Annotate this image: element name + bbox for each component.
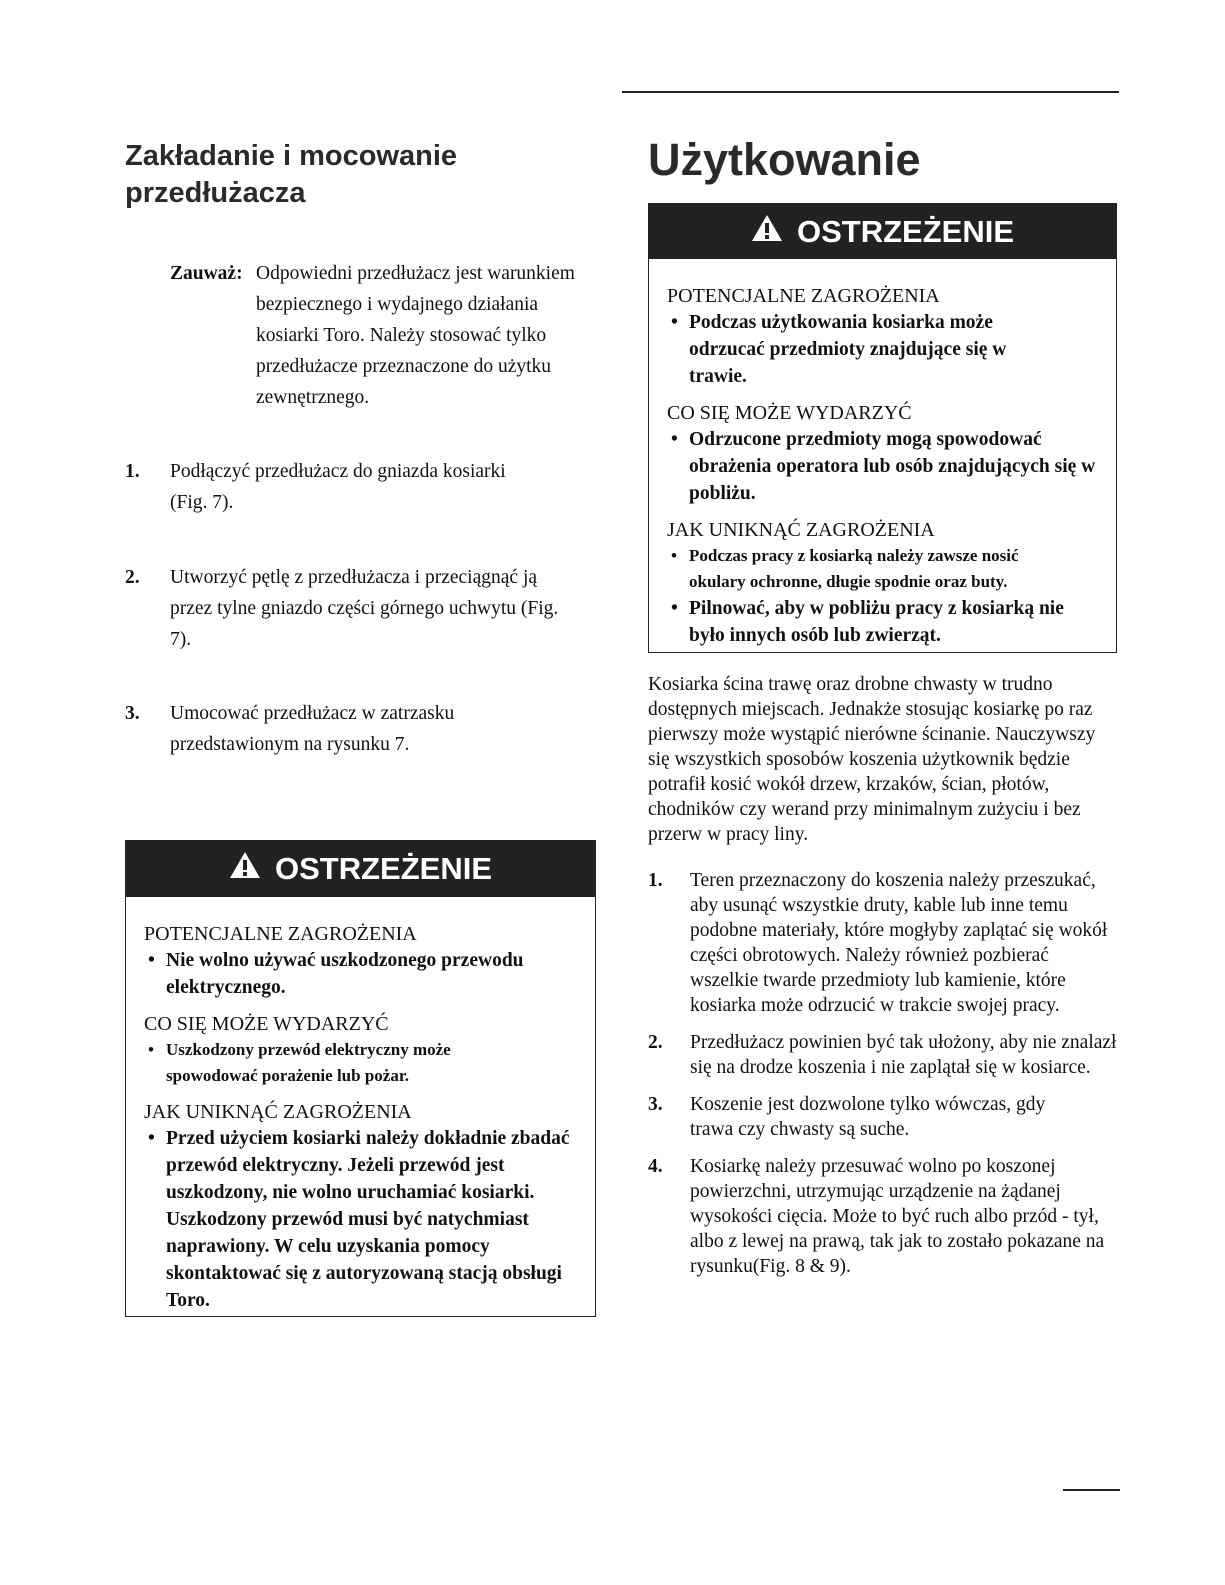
section-heading: Zakładanie i mocowanie przedłużacza bbox=[125, 140, 457, 209]
avoidance-bullet: • Przed użyciem kosiarki należy dokładnie zbadać przewód elektryczny. Jeżeli przewód jest uszkodzony, nie wolno uruchamiać kosiarki. Uszkodzony przewód musi być natychmiast naprawiony. W celu uzyskania pomocy skontaktować się z autoryzowaną stacją obsługi Toro. bbox=[144, 1125, 577, 1314]
step-text: Koszenie jest dozwolone tylko wówczas, gdy trawa czy chwasty są suche. bbox=[690, 1094, 1046, 1140]
step-text: Przedłużacz powinien być tak ułożony, aby nie znalazł się na drodze koszenia i nie zaplątał się w kosiarce. bbox=[690, 1032, 1117, 1078]
list-item bbox=[648, 868, 1120, 1018]
step-number: 3. bbox=[648, 1094, 663, 1115]
avoidance-heading: JAK UNIKNĄĆ ZAGROŻENIA bbox=[144, 1101, 412, 1123]
hazard-bullet: • Podczas użytkowania kosiarka może odrzucać przedmioty znajdujące się w trawie. bbox=[667, 309, 1047, 390]
list-item bbox=[648, 1092, 1120, 1142]
list-item bbox=[125, 456, 555, 518]
note bbox=[170, 258, 600, 413]
consequence-bullet: • Odrzucone przedmioty mogą spowodować obrażenia operatora lub osób znajdujących się w pobliżu. bbox=[667, 426, 1098, 507]
step-text: Teren przeznaczony do koszenia należy przeszukać, aby usunąć wszystkie druty, kable lub inne temu podobne materiały, które mogłyby zaplątać się wokół części obrotowych. Należy również pozbierać wszelkie twarde przedmioty lub kamienie, które kosiarka może odrzucić w trakcie swojej pracy. bbox=[690, 870, 1108, 1016]
warning-title: OSTRZEŻENIE bbox=[796, 213, 1014, 249]
step-text: Umocować przedłużacz w zatrzasku przedstawionym na rysunku 7. bbox=[170, 703, 455, 755]
step-number: 2. bbox=[125, 567, 140, 588]
hazard-heading: POTENCJALNE ZAGROŻENIA bbox=[144, 923, 417, 945]
page-title: Użytkowanie bbox=[648, 134, 921, 185]
step-text: Podłączyć przedłużacz do gniazda kosiarki (Fig. 7). bbox=[170, 461, 506, 513]
step-number: 1. bbox=[125, 461, 140, 482]
avoidance-bullet: • Podczas pracy z kosiarką należy zawsze nosić okulary ochronne, długie spodnie oraz buty. bbox=[667, 543, 1077, 595]
usage-steps bbox=[648, 856, 1120, 1279]
consequence-bullet: • Uszkodzony przewód elektryczny może spowodować porażenie lub pożar. bbox=[144, 1037, 514, 1089]
avoidance-bullet: • Pilnować, aby w pobliżu pracy z kosiarką nie było innych osób lub zwierząt. bbox=[667, 595, 1067, 649]
consequence-heading: CO SIĘ MOŻE WYDARZYĆ bbox=[144, 1013, 389, 1035]
step-number: 1. bbox=[648, 870, 663, 891]
hazard-heading: POTENCJALNE ZAGROŻENIA bbox=[667, 285, 940, 307]
warning-header bbox=[649, 204, 1116, 259]
step-number: 4. bbox=[648, 1156, 663, 1177]
list-item bbox=[648, 1030, 1120, 1080]
warning-header bbox=[126, 841, 595, 897]
step-text: Kosiarkę należy przesuwać wolno po koszonej powierzchni, utrzymując urządzenie na żądanej wysokości cięcia. Może to być ruch albo przód - tył, albo z lewej na prawą, tak jak to zostało pokazane na rysunku(Fig. 8 & 9). bbox=[690, 1156, 1105, 1277]
step-number: 2. bbox=[648, 1032, 663, 1053]
avoidance-heading: JAK UNIKNĄĆ ZAGROŻENIA bbox=[667, 519, 935, 541]
warning-triangle-icon bbox=[751, 214, 783, 250]
consequence-heading: CO SIĘ MOŻE WYDARZYĆ bbox=[667, 402, 912, 424]
step-number: 3. bbox=[125, 703, 140, 724]
warning-title: OSTRZEŻENIE bbox=[274, 851, 492, 886]
warning-triangle-icon bbox=[229, 851, 261, 887]
bottom-rule bbox=[1063, 1489, 1120, 1491]
list-item bbox=[125, 698, 555, 760]
note-text: Odpowiedni przedłużacz jest warunkiem bezpiecznego i wydajnego działania kosiarki Toro. Należy stosować tylko przedłużacze przeznaczone do użytku zewnętrznego. bbox=[256, 263, 575, 408]
warning-box bbox=[648, 203, 1117, 653]
intro-paragraph: Kosiarka ścina trawę oraz drobne chwasty w trudno dostępnych miejscach. Jednakże stosując kosiarkę po raz pierwszy może wystąpić nierówne ścinanie. Nauczywszy się wszystkich sposobów koszenia użytkownik będzie potrafił kosić wokół drzew, krzaków, ścian, płotów, chodników czy werand przy minimalnym zużyciu i bez przerw w pracy liny. bbox=[648, 674, 1096, 845]
step-text: Utworzyć pętlę z przedłużacza i przeciągnąć ją przez tylne gniazdo części górnego uchwytu (Fig. 7). bbox=[170, 567, 559, 650]
hazard-bullet: • Nie wolno używać uszkodzonego przewodu elektrycznego. bbox=[144, 947, 577, 1001]
list-item bbox=[125, 562, 565, 655]
top-rule bbox=[622, 91, 1119, 93]
warning-box bbox=[125, 840, 596, 1317]
list-item bbox=[648, 1154, 1120, 1279]
note-label: Zauważ: bbox=[170, 263, 243, 284]
